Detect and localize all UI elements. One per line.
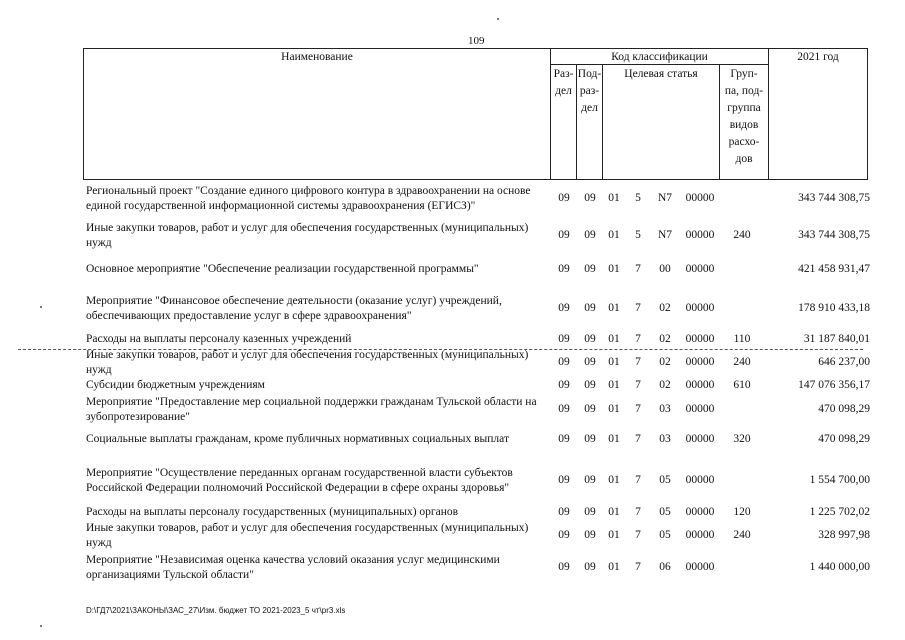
row-code-t2: 7 — [635, 302, 641, 314]
row-code-t4: 00000 — [685, 333, 715, 345]
table-row — [0, 521, 905, 551]
row-code-t3: 03 — [659, 433, 671, 445]
row-code-t1: 01 — [608, 263, 620, 275]
row-amount: 328 997,98 — [818, 529, 870, 541]
header-year-cell — [768, 48, 868, 180]
row-code-t2: 7 — [635, 529, 641, 541]
row-amount: 343 744 308,75 — [798, 229, 870, 241]
table-row — [0, 348, 905, 378]
row-name: Иные закупки товаров, работ и услуг для обеспечения государственных (муниципальных) нужд — [86, 222, 529, 249]
row-code-pr: 09 — [584, 561, 596, 573]
row-underline — [18, 349, 863, 350]
row-name: Расходы на выплаты персоналу государственных (муниципальных) органов — [86, 506, 459, 518]
row-code-t4: 00000 — [685, 356, 715, 368]
row-code-t3: 02 — [659, 333, 671, 345]
row-code-t3: 02 — [659, 302, 671, 314]
row-amount: 1 440 000,00 — [809, 561, 870, 573]
table-row — [0, 378, 905, 393]
row-code-pr: 09 — [584, 506, 596, 518]
row-code-pr: 09 — [584, 302, 596, 314]
row-code-r: 09 — [558, 192, 570, 204]
row-name: Мероприятие "Финансовое обеспечение деятельности (оказание услуг) учреждений, обеспечивающих предоставление услуг в сфере здравоохранения" — [86, 295, 502, 322]
row-code-t1: 01 — [608, 433, 620, 445]
row-code-r: 09 — [558, 263, 570, 275]
row-amount: 178 910 433,18 — [798, 302, 870, 314]
row-code-g: 110 — [733, 333, 751, 345]
row-code-t2: 7 — [635, 333, 641, 345]
row-code-r: 09 — [558, 356, 570, 368]
header-podrazdel: Под- раз- дел — [577, 68, 602, 114]
header-group: Груп- па, под- группа видов расхо- дов — [724, 68, 764, 165]
row-code-t3: 05 — [659, 474, 671, 486]
row-amount: 1 225 702,02 — [809, 506, 870, 518]
row-name: Мероприятие "Осуществление переданных органам государственной власти субъектов Российской Федерации полномочий Российской Федерации в сфере охраны здоровья" — [86, 467, 513, 494]
row-code-g: 240 — [733, 529, 751, 541]
row-code-t4: 00000 — [685, 561, 715, 573]
row-code-t2: 7 — [635, 379, 641, 391]
row-name: Основное мероприятие "Обеспечение реализации государственной программы" — [86, 263, 479, 275]
row-code-t4: 00000 — [685, 263, 715, 275]
row-code-g: 120 — [733, 506, 751, 518]
row-code-t2: 7 — [635, 506, 641, 518]
row-code-r: 09 — [558, 474, 570, 486]
row-name: Расходы на выплаты персоналу казенных учреждений — [86, 333, 352, 345]
row-code-pr: 09 — [584, 356, 596, 368]
table-row — [0, 505, 905, 520]
row-code-t3: 00 — [659, 263, 671, 275]
row-amount: 421 458 931,47 — [798, 263, 870, 275]
row-code-t4: 00000 — [685, 379, 715, 391]
row-code-t3: 02 — [659, 356, 671, 368]
row-code-r: 09 — [558, 529, 570, 541]
scan-speck — [40, 625, 42, 627]
table-row — [0, 294, 905, 324]
row-code-pr: 09 — [584, 403, 596, 415]
row-amount: 470 098,29 — [818, 433, 870, 445]
row-code-g: 320 — [733, 433, 751, 445]
table-row — [0, 221, 905, 251]
row-code-t2: 7 — [635, 561, 641, 573]
row-name: Иные закупки товаров, работ и услуг для обеспечения государственных (муниципальных) нужд — [86, 349, 529, 376]
row-code-t3: 06 — [659, 561, 671, 573]
row-code-pr: 09 — [584, 263, 596, 275]
row-code-t1: 01 — [608, 302, 620, 314]
row-code-t2: 7 — [635, 263, 641, 275]
row-code-pr: 09 — [584, 433, 596, 445]
row-code-g: 240 — [733, 229, 751, 241]
row-code-r: 09 — [558, 302, 570, 314]
table-row — [0, 553, 905, 583]
row-code-t1: 01 — [608, 403, 620, 415]
row-code-t1: 01 — [608, 192, 620, 204]
row-name: Иные закупки товаров, работ и услуг для обеспечения государственных (муниципальных) нужд — [86, 522, 529, 549]
page-number: 109 — [468, 35, 485, 47]
row-name: Мероприятие "Независимая оценка качества условий оказания услуг медицинскими организациями Тульской области" — [86, 554, 500, 581]
row-name: Социальные выплаты гражданам, кроме публичных нормативных социальных выплат — [86, 433, 509, 445]
row-code-pr: 09 — [584, 474, 596, 486]
header-name: Наименование — [281, 51, 353, 63]
table-row — [0, 332, 905, 347]
scan-speck — [40, 306, 42, 308]
row-code-t1: 01 — [608, 561, 620, 573]
row-code-pr: 09 — [584, 529, 596, 541]
row-code-t4: 00000 — [685, 192, 715, 204]
row-code-pr: 09 — [584, 192, 596, 204]
row-code-t1: 01 — [608, 229, 620, 241]
row-code-g: 240 — [733, 356, 751, 368]
row-code-t1: 01 — [608, 356, 620, 368]
row-code-r: 09 — [558, 561, 570, 573]
row-code-t3: 05 — [659, 506, 671, 518]
row-code-t2: 7 — [635, 356, 641, 368]
table-row — [0, 395, 905, 425]
row-code-t2: 7 — [635, 403, 641, 415]
row-amount: 343 744 308,75 — [798, 192, 870, 204]
row-amount: 31 187 840,01 — [803, 333, 870, 345]
row-code-r: 09 — [558, 403, 570, 415]
row-amount: 147 076 356,17 — [798, 379, 870, 391]
header-year: 2021 год — [797, 51, 839, 63]
row-code-r: 09 — [558, 433, 570, 445]
header-name-cell — [83, 48, 551, 180]
row-code-t4: 00000 — [685, 302, 715, 314]
row-code-t1: 01 — [608, 379, 620, 391]
row-code-t3: N7 — [657, 192, 673, 204]
header-target: Целевая статья — [624, 68, 698, 80]
row-code-t2: 7 — [635, 474, 641, 486]
row-code-t3: N7 — [657, 229, 673, 241]
row-code-pr: 09 — [584, 229, 596, 241]
row-code-r: 09 — [558, 333, 570, 345]
row-code-t1: 01 — [608, 333, 620, 345]
row-code-g: 610 — [733, 379, 751, 391]
table-row — [0, 432, 905, 447]
row-code-t1: 01 — [608, 529, 620, 541]
row-name: Региональный проект "Создание единого цифрового контура в здравоохранении на основе единой государственной информационной системы здравоохранения (ЕГИСЗ)" — [86, 185, 531, 212]
file-path-footer: D:\ГД7\2021\ЗАКОНЫ\ЗАС_27\Изм. бюджет ТО 2021-2023_5 чт\pr3.xls — [86, 606, 346, 615]
row-code-t4: 00000 — [685, 433, 715, 445]
row-amount: 1 554 700,00 — [809, 474, 870, 486]
row-code-t4: 00000 — [685, 474, 715, 486]
row-name: Мероприятие "Предоставление мер социальной поддержки гражданам Тульской области на зубопротезирование" — [86, 396, 537, 423]
scan-speck — [497, 18, 499, 20]
row-code-t3: 02 — [659, 379, 671, 391]
row-code-t2: 7 — [635, 433, 641, 445]
row-code-t2: 5 — [635, 229, 641, 241]
row-code-t3: 05 — [659, 529, 671, 541]
header-razdel: Раз- дел — [553, 68, 574, 97]
row-amount: 470 098,29 — [818, 403, 870, 415]
row-code-r: 09 — [558, 229, 570, 241]
row-code-pr: 09 — [584, 333, 596, 345]
row-code-t2: 5 — [635, 192, 641, 204]
header-code: Код классификации — [611, 51, 708, 63]
table-row — [0, 184, 905, 214]
row-code-t4: 00000 — [685, 529, 715, 541]
row-code-t3: 03 — [659, 403, 671, 415]
row-code-t4: 00000 — [685, 506, 715, 518]
row-amount: 646 237,00 — [818, 356, 870, 368]
row-code-t1: 01 — [608, 474, 620, 486]
row-code-r: 09 — [558, 506, 570, 518]
row-name: Субсидии бюджетным учреждениям — [86, 379, 265, 391]
row-code-t1: 01 — [608, 506, 620, 518]
table-row — [0, 466, 905, 496]
row-code-t4: 00000 — [685, 403, 715, 415]
table-row — [0, 262, 905, 277]
row-code-pr: 09 — [584, 379, 596, 391]
row-code-r: 09 — [558, 379, 570, 391]
row-code-t4: 00000 — [685, 229, 715, 241]
